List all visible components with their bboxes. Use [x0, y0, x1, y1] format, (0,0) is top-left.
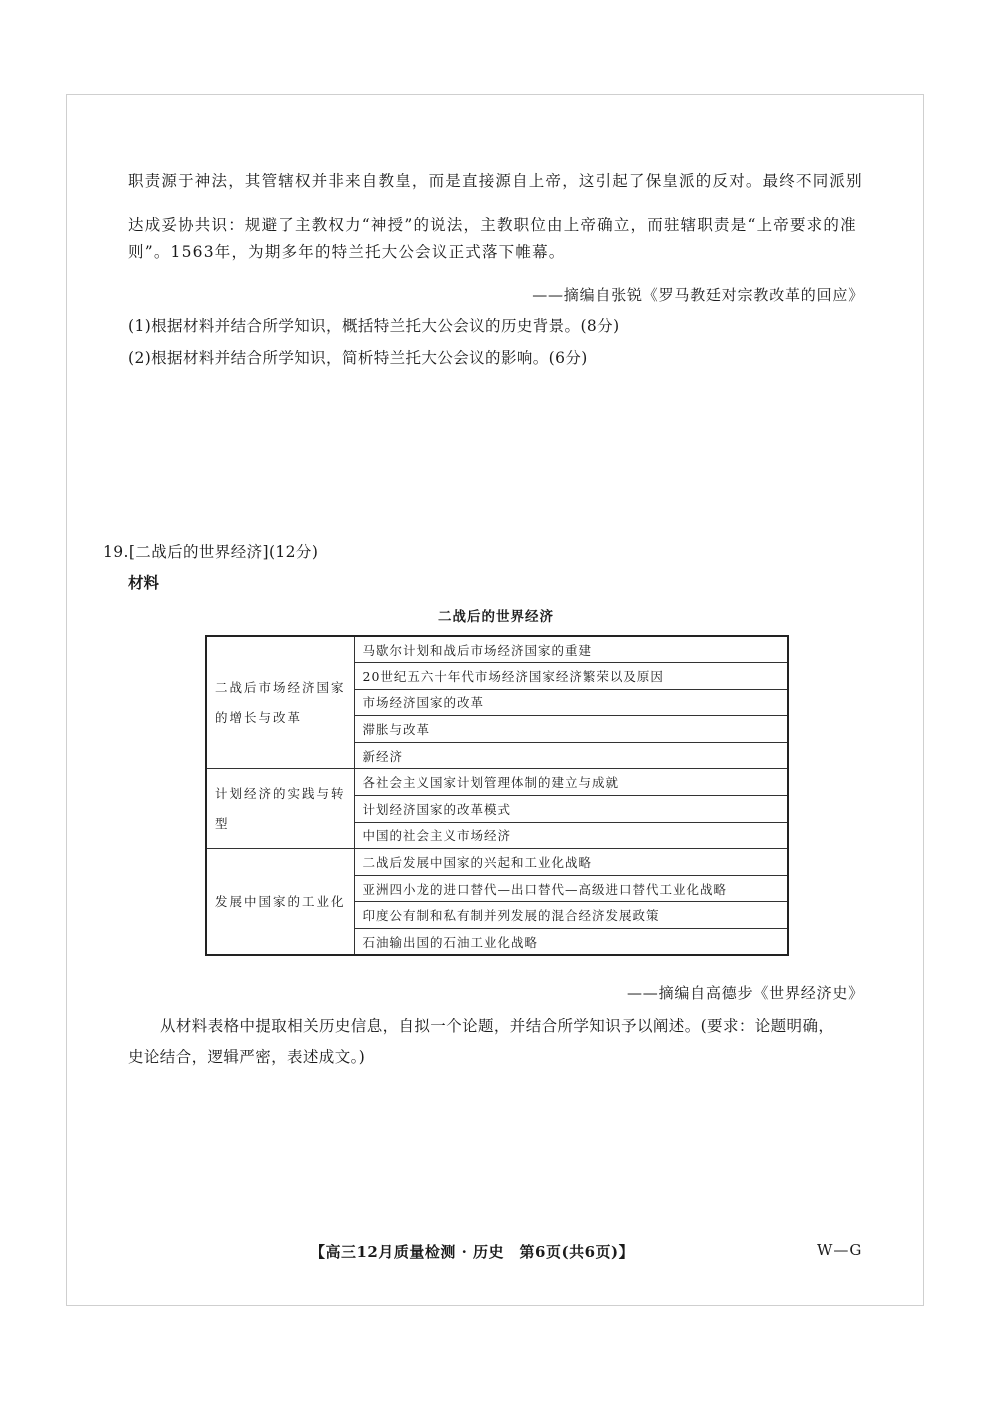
prompt-line-1: 从材料表格中提取相关历史信息，自拟一个论题，并结合所学知识予以阐述。(要求：论题明确， — [160, 1017, 835, 1035]
table-row — [206, 769, 788, 796]
passage-line-3: 则”。1563年，为期多年的特兰托大公会议正式落下帷幕。 — [128, 243, 566, 261]
table-cell: 新经济 — [354, 742, 788, 769]
economy-table — [205, 635, 789, 956]
table-cell: 20世纪五六十年代市场经济国家经济繁荣以及原因 — [354, 663, 788, 690]
table-cell: 亚洲四小龙的进口替代—出口替代—高级进口替代工业化战略 — [354, 875, 788, 902]
passage-line-1: 职责源于神法，其管辖权并非来自教皇，而是直接源自上帝，这引起了保皇派的反对。最终不同派别 — [128, 172, 863, 190]
table-cell: 计划经济国家的改革模式 — [354, 796, 788, 823]
question-2: (2)根据材料并结合所学知识，简析特兰托大公会议的影响。(6分) — [128, 349, 588, 367]
passage-source: ——摘编自张锐《罗马教廷对宗教改革的回应》 — [532, 286, 864, 304]
paper-code: W—G — [817, 1241, 863, 1259]
table-row — [206, 636, 788, 663]
table-cell: 马歇尔计划和战后市场经济国家的重建 — [354, 636, 788, 663]
table-cell: 各社会主义国家计划管理体制的建立与成就 — [354, 769, 788, 796]
passage-line-2: 达成妥协共识：规避了主教权力“神授”的说法，主教职位由上帝确立，而驻辖职责是“上帝要求的准 — [128, 216, 857, 234]
table-cell: 市场经济国家的改革 — [354, 689, 788, 716]
table-cell: 石油输出国的石油工业化战略 — [354, 929, 788, 956]
table-cell: 印度公有制和私有制并列发展的混合经济发展政策 — [354, 902, 788, 929]
category-cell-1: 二战后市场经济国家的增长与改革 — [206, 636, 354, 769]
material-label: 材料 — [128, 573, 160, 592]
table-title: 二战后的世界经济 — [438, 609, 554, 625]
table-cell: 中国的社会主义市场经济 — [354, 822, 788, 849]
table-cell: 二战后发展中国家的兴起和工业化战略 — [354, 849, 788, 876]
table-cell: 滞胀与改革 — [354, 716, 788, 743]
category-cell-3: 发展中国家的工业化 — [206, 849, 354, 955]
question-1: (1)根据材料并结合所学知识，概括特兰托大公会议的历史背景。(8分) — [128, 317, 620, 335]
category-cell-2: 计划经济的实践与转型 — [206, 769, 354, 849]
q19-heading: 19.[二战后的世界经济](12分) — [103, 543, 319, 561]
table-source: ——摘编自高德步《世界经济史》 — [626, 984, 864, 1002]
table-row — [206, 849, 788, 876]
page-footer: 【高三12月质量检测 · 历史 第6页(共6页)】 — [310, 1243, 635, 1261]
prompt-line-2: 史论结合，逻辑严密，表述成文。) — [128, 1048, 366, 1066]
